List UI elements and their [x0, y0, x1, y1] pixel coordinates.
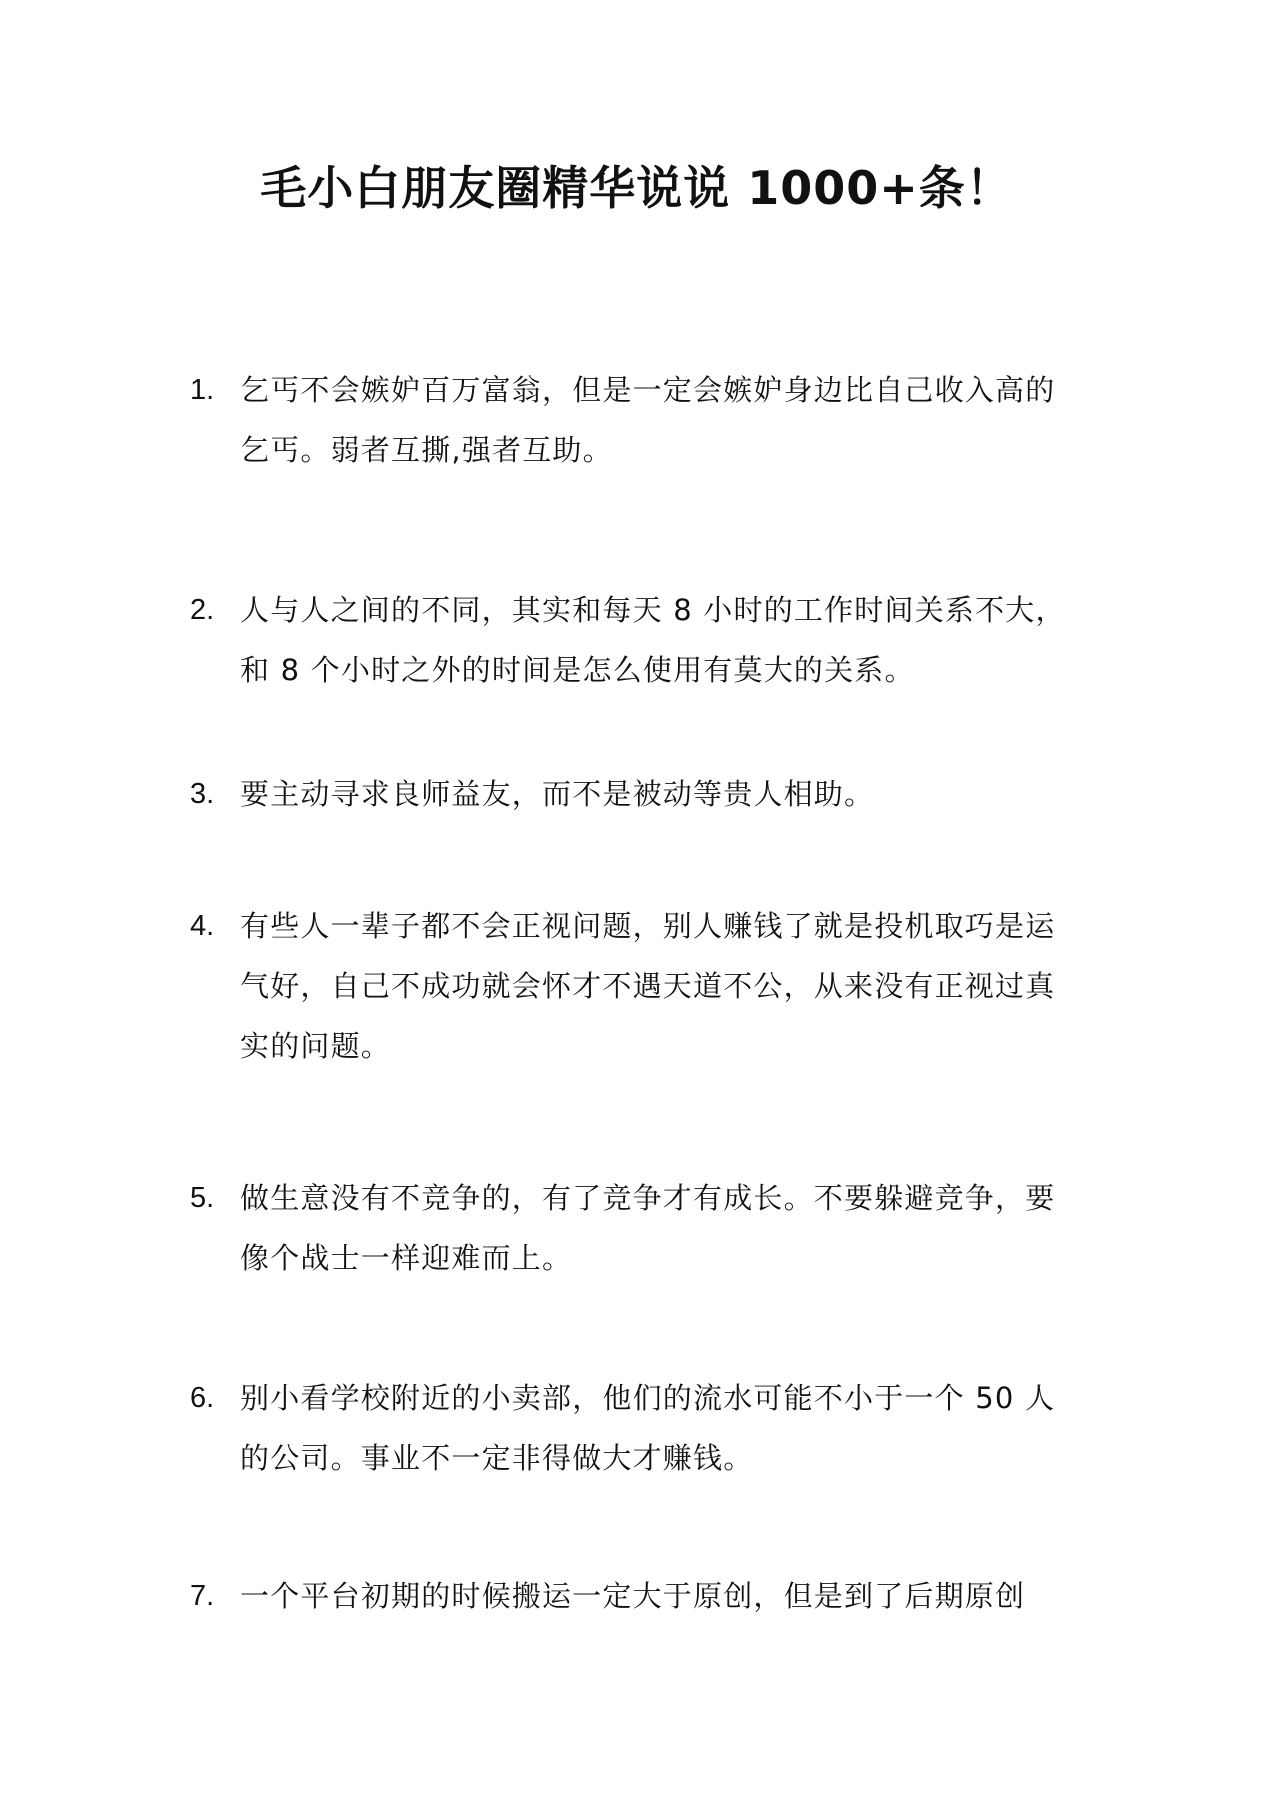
list-item	[190, 1368, 1090, 1488]
list-item	[190, 360, 1090, 480]
list-item-text: 要主动寻求良师益友，而不是被动等贵人相助。	[240, 777, 875, 811]
list-item-number: 3.	[190, 778, 215, 810]
list-item-text: 别小看学校附近的小卖部，他们的流水可能不小于一个 50 人的公司。事业不一定非得做大才赚钱。	[240, 1381, 1056, 1475]
list-item	[190, 1168, 1090, 1288]
list-item-text: 有些人一辈子都不会正视问题，别人赚钱了就是投机取巧是运气好，自己不成功就会怀才不遇天道不公，从来没有正视过真实的问题。	[240, 909, 1056, 1063]
list-item	[190, 580, 1090, 700]
list-item-text: 乞丐不会嫉妒百万富翁，但是一定会嫉妒身边比自己收入高的乞丐。弱者互撕,强者互助。	[240, 373, 1056, 467]
list-item-number: 5.	[190, 1182, 215, 1214]
document-title: 毛小白朋友圈精华说说 1000+条！	[260, 161, 1013, 215]
list-item-text: 一个平台初期的时候搬运一定大于原创，但是到了后期原创	[240, 1579, 1026, 1613]
list-item-number: 2.	[190, 594, 215, 626]
list-item-text: 做生意没有不竞争的，有了竞争才有成长。不要躲避竞争，要像个战士一样迎难而上。	[240, 1181, 1056, 1275]
list-item-number: 1.	[190, 374, 215, 406]
list-item-number: 4.	[190, 910, 215, 942]
list-item	[190, 896, 1090, 1076]
list-item	[190, 764, 1090, 824]
list-item	[190, 1566, 1090, 1626]
list-item-number: 6.	[190, 1382, 215, 1414]
list-item-text: 人与人之间的不同，其实和每天 8 小时的工作时间关系不大，和 8 个小时之外的时间是怎么使用有莫大的关系。	[240, 593, 1066, 687]
list-item-number: 7.	[190, 1580, 215, 1612]
